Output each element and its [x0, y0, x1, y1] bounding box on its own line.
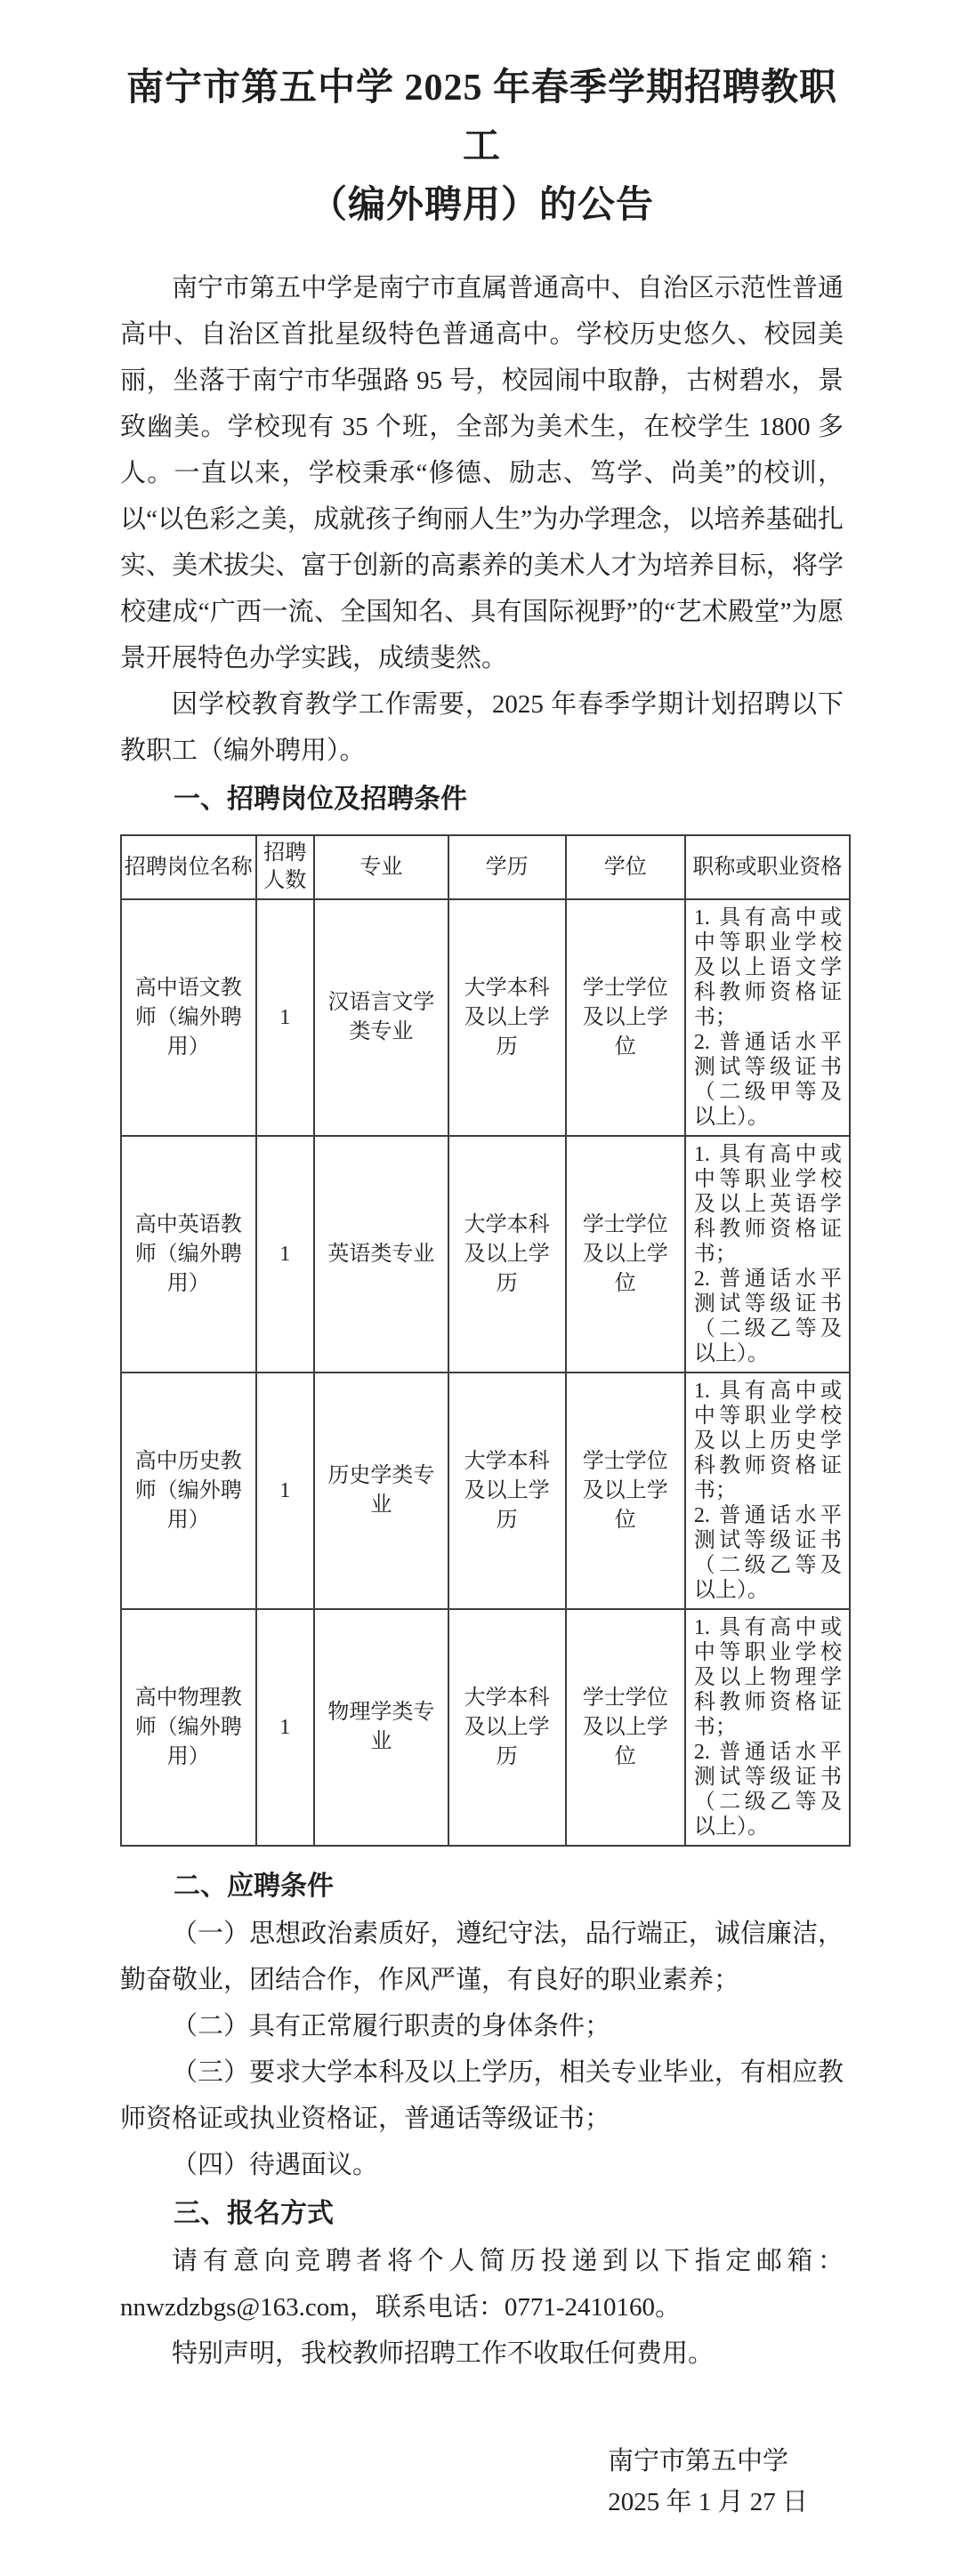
cell-position: 高中物理教师（编外聘用） [121, 1609, 256, 1846]
qualification-item-1: 1. 具有高中或中等职业学校及以上历史学科教师资格证书； [693, 1380, 842, 1502]
no-fee-statement: 特别声明，我校教师招聘工作不收取任何费用。 [172, 2339, 715, 2368]
cell-education: 大学本科及以上学历 [448, 1136, 566, 1373]
cell-position: 高中历史教师（编外聘用） [121, 1373, 256, 1609]
cell-position: 高中语文教师（编外聘用） [121, 899, 256, 1136]
cell-major: 物理学类专业 [314, 1609, 448, 1846]
cell-count: 1 [256, 1609, 315, 1846]
table-row [121, 1609, 850, 1846]
cell-qualification [685, 899, 850, 1136]
application-contact-paragraph: 请有意向竞聘者将个人简历投递到以下指定邮箱：nnwzdzbgs@163.com，联系电话：0771-2410160。 [120, 2247, 844, 2322]
section2-heading: 二、应聘条件 [174, 1872, 334, 1901]
cell-count: 1 [256, 899, 315, 1136]
qualification-item-1: 1. 具有高中或中等职业学校及以上物理学科教师资格证书； [693, 1616, 842, 1739]
cell-major: 历史学类专业 [314, 1373, 448, 1609]
intro-paragraph-1: 南宁市第五中学是南宁市直属普通高中、自治区示范性普通高中、自治区首批星级特色普通高中。学校历史悠久、校园美丽，坐落于南宁市华强路 95 号，校园闹中取静，古树碧水，景致幽美。学校现有 35 个班，全部为美术生，在校学生 1800 多人。一直以来，学校秉承“修德、励志、笃学、尚美”的校训，以“以色彩之美，成就孩子绚丽人生”为办学理念，以培养基础扎实、美术拔尖、富于创新的高素养的美术人才为培养目标，将学校建成“广西一流、全国知名、具有国际视野”的“艺术殿堂”为愿景开展特色办学实践，成绩斐然。 [120, 274, 844, 672]
cell-count: 1 [256, 1373, 315, 1609]
header-education: 学历 [448, 835, 566, 899]
page-title [120, 59, 844, 235]
qualification-item-2: 2. 普通话水平测试等级证书（二级甲等及以上）。 [693, 1031, 842, 1129]
table-row [121, 1136, 850, 1373]
condition-item-1: （一）思想政治素质好，遵纪守法，品行端正，诚信廉洁，勤奋敬业，团结合作，作风严谨，有良好的职业素养； [120, 1920, 844, 1994]
cell-degree: 学士学位及以上学位 [566, 899, 685, 1136]
qualification-item-2: 2. 普通话水平测试等级证书（二级乙等及以上）。 [693, 1504, 842, 1602]
cell-degree: 学士学位及以上学位 [566, 1609, 685, 1846]
signature-block [120, 2441, 844, 2523]
cell-major: 汉语言文学类专业 [314, 899, 448, 1136]
qualification-item-2: 2. 普通话水平测试等级证书（二级乙等及以上）。 [693, 1268, 842, 1365]
cell-position: 高中英语教师（编外聘用） [121, 1136, 256, 1373]
signature-date: 2025 年 1 月 27 日 [608, 2488, 808, 2516]
cell-degree: 学士学位及以上学位 [566, 1373, 685, 1609]
signature-org: 南宁市第五中学 [607, 2447, 788, 2475]
cell-education: 大学本科及以上学历 [448, 1609, 566, 1846]
table-header-row [121, 835, 850, 899]
condition-item-4: （四）待遇面议。 [172, 2151, 379, 2179]
cell-education: 大学本科及以上学历 [448, 899, 566, 1136]
title-line-1: 南宁市第五中学 2025 年春季学期招聘教职工 [125, 68, 837, 167]
cell-qualification [685, 1609, 850, 1846]
cell-qualification [685, 1373, 850, 1609]
table-row [121, 899, 850, 1136]
cell-education: 大学本科及以上学历 [448, 1373, 566, 1609]
section3-heading: 三、报名方式 [174, 2199, 334, 2228]
cell-count: 1 [256, 1136, 315, 1373]
cell-major: 英语类专业 [314, 1136, 448, 1373]
section1-heading: 一、招聘岗位及招聘条件 [174, 785, 467, 814]
header-major: 专业 [314, 835, 448, 899]
condition-item-2: （二）具有正常履行职责的身体条件； [172, 2012, 611, 2041]
header-qualification: 职称或职业资格 [685, 835, 850, 899]
header-position: 招聘岗位名称 [121, 835, 256, 899]
cell-degree: 学士学位及以上学位 [566, 1136, 685, 1373]
qualification-item-2: 2. 普通话水平测试等级证书（二级乙等及以上）。 [693, 1741, 842, 1839]
intro-paragraph-2: 因学校教育教学工作需要，2025 年春季学期计划招聘以下教职工（编外聘用）。 [120, 690, 844, 765]
qualification-item-1: 1. 具有高中或中等职业学校及以上语文学科教师资格证书； [693, 906, 842, 1029]
qualification-item-1: 1. 具有高中或中等职业学校及以上英语学科教师资格证书； [693, 1143, 842, 1266]
cell-qualification [685, 1136, 850, 1373]
table-row [121, 1373, 850, 1609]
header-count: 招聘人数 [256, 835, 315, 899]
title-line-2: （编外聘用）的公告 [309, 185, 654, 226]
recruitment-table [120, 834, 851, 1847]
condition-item-3: （三）要求大学本科及以上学历，相关专业毕业，有相应教师资格证或执业资格证，普通话等级证书； [120, 2058, 844, 2133]
header-degree: 学位 [566, 835, 685, 899]
